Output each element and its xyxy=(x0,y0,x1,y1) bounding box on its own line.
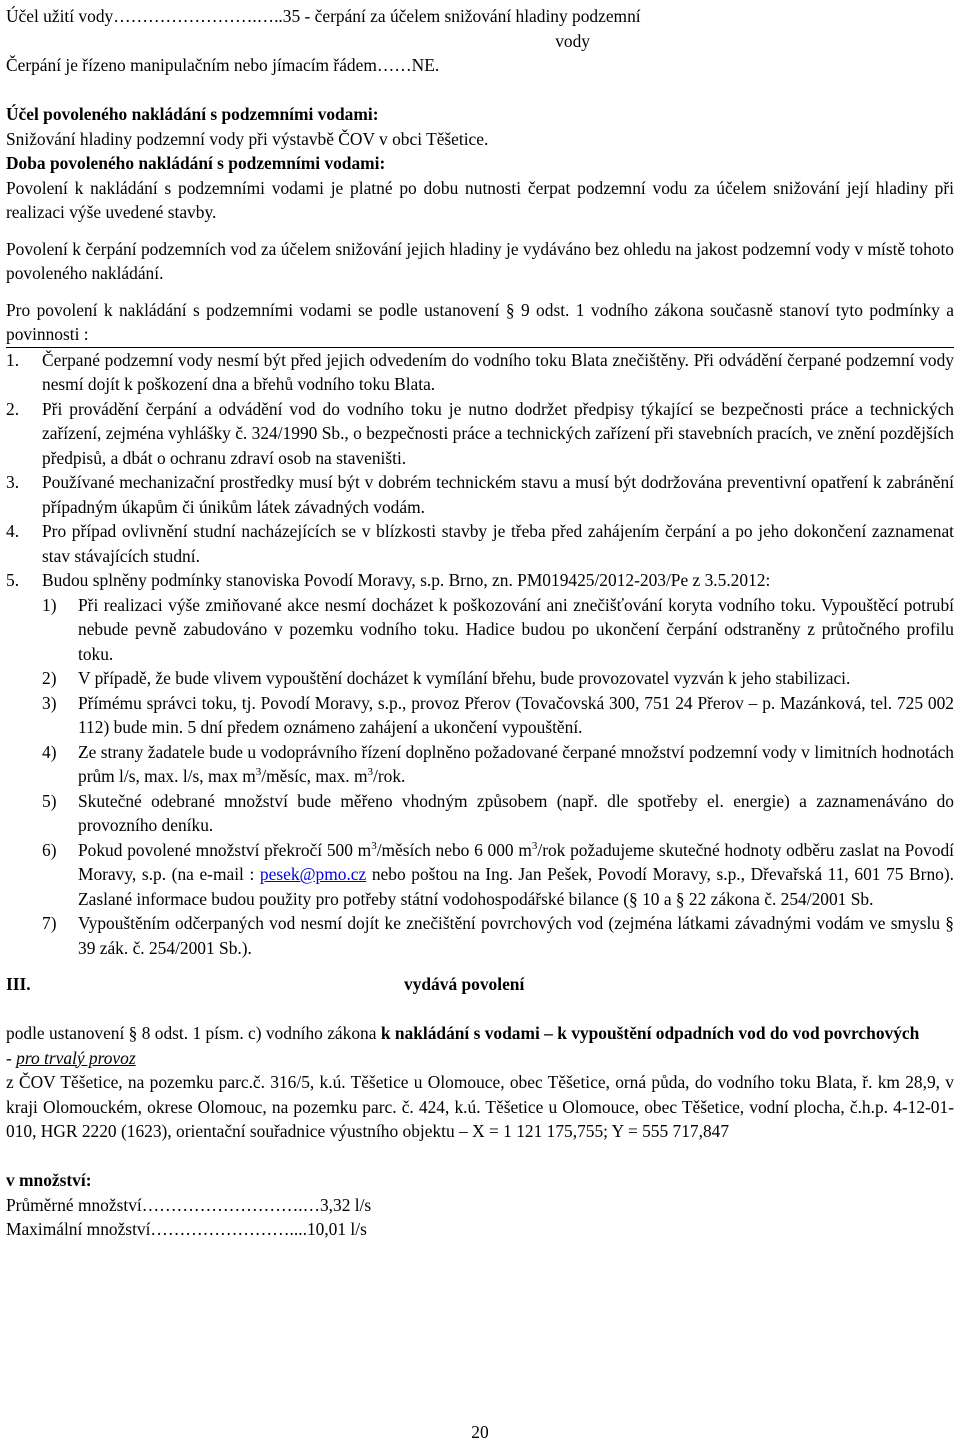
condition-item xyxy=(6,470,954,519)
text-fragment: - xyxy=(6,1047,17,1068)
sub-condition-number: 6) xyxy=(42,839,57,860)
sub-condition-item xyxy=(42,691,954,740)
amount-average: Průměrné množství……………………….…3,32 l/s xyxy=(6,1194,372,1215)
condition-text: Při provádění čerpání a odvádění vod do vodního toku je nutno dodržet předpisy týkající se bezpečnosti práce a technických zařízení, zejména vyhlášky č. 324/1990 Sb., o bezpečnosti práce a technických zařízení při stavebních pracích, ve znění pozdějších předpisů, a dbát o ochranu zdraví osob na staveništi. xyxy=(42,398,954,468)
text-fragment: /rok. xyxy=(373,766,406,786)
text-fragment: Ze strany žadatele bude u vodoprávního řízení doplněno požadované čerpané množství podzemní vody v limitních hodnotách prům l/s, max. l/s, max m xyxy=(78,741,954,786)
section-heading xyxy=(6,972,954,997)
sub-condition-item xyxy=(42,789,954,838)
duration-heading: Doba povoleného nakládání s podzemními vodami: xyxy=(6,153,386,173)
text-fragment: podle ustanovení § 8 odst. 1 písm. c) vodního zákona xyxy=(6,1023,381,1043)
text-fragment: nebo poštou na Ing. Jan Pešek, Povodí Moravy, s.p., Dřevařská 11, 601 75 Brno). Zaslané informace budou použity pro potřeby státní vodohospodářské bilance (§ 10 a § 22 zákona č. 254/2001 Sb. xyxy=(78,864,954,909)
superscript: 3 xyxy=(255,766,262,779)
section-title: vydává povolení xyxy=(404,974,525,994)
text-fragment: /měsích nebo 6 000 m xyxy=(376,839,532,860)
condition-text: Používané mechanizační prostředky musí být v dobrém technickém stavu a musí být dodržována preventivní opatření k zabránění případným úkapům či únikům látek závadných vodám. xyxy=(42,472,954,517)
condition-text: Čerpané podzemní vody nesmí být před jejich odvedením do vodního toku Blata znečištěny. Při odvádění čerpané podzemní vody nesmí dojít k poškození dna a břehů vodního toku Blata. xyxy=(42,349,954,394)
pumping-line: Čerpání je řízeno manipulačním nebo jímacím řádem……NE. xyxy=(6,55,440,75)
text-fragment: /měsíc, max. m xyxy=(261,766,368,786)
purpose-text: Snižování hladiny podzemní vody při výstavbě ČOV v obci Těšetice. xyxy=(6,128,489,149)
sub-condition-text: Při realizaci výše zmiňované akce nesmí docházet k poškozování ani znečišťování koryta vodního toku. Vypouštěcí potrubí nebude pevně zabudováno v pozemku vodního toku. Hadice budou po ukončení čerpání odstraněny z průtočného profilu toku. xyxy=(78,594,954,664)
conditions-list xyxy=(6,348,954,961)
sub-condition-number: 3) xyxy=(42,692,57,713)
sub-condition-item xyxy=(42,911,954,960)
permit-term-line xyxy=(6,1046,954,1071)
page-number: 20 xyxy=(471,1422,489,1442)
condition-item xyxy=(6,397,954,471)
sub-condition-item xyxy=(42,666,954,691)
sub-condition-item xyxy=(42,838,954,912)
condition-text: Budou splněny podmínky stanoviska Povodí Moravy, s.p. Brno, zn. PM019425/2012-203/Pe z 3.5.2012: xyxy=(42,570,771,590)
sub-condition-text: Vypouštěním odčerpaných vod nesmí dojít ke znečištění povrchových vod (zejména látkami závadnými vodám ve smyslu § 39 zák. č. 254/2001 Sb.). xyxy=(78,913,954,958)
superscript: 3 xyxy=(367,766,374,779)
condition-text: Pro případ ovlivnění studní nacházejících se v blízkosti stavby je třeba před zahájením čerpání a po jeho dokončení zaznamenat stav stávajících studní. xyxy=(42,521,954,566)
text-fragment: Pokud povolené množství překročí 500 m xyxy=(78,839,372,860)
sub-condition-number: 1) xyxy=(42,594,57,615)
section-numeral: III. xyxy=(6,974,31,994)
condition-item xyxy=(6,348,954,397)
permit-location: z ČOV Těšetice, na pozemku parc.č. 316/5, k.ú. Těšetice u Olomouce, obec Těšetice, orná půda, do vodního toku Blata, ř. km 28,9, v kraji Olomouckém, okrese Olomouc, na pozemku parc. č. 424, k.ú. Těšetice u Olomouce, obec Těšetice, vodní plocha, č.h.p. 4-12-01-010, HGR 2220 (1623), orientační souřadnice výustního objektu – X = 1 121 175,755; Y = 555 717,847 xyxy=(6,1072,954,1141)
amount-heading: v množství: xyxy=(6,1170,92,1190)
sub-condition-text: Skutečné odebrané množství bude měřeno vhodným způsobem (např. dle spotřeby el. energie) a zaznamenáváno do provozního deníku. xyxy=(78,790,954,835)
permit-basis xyxy=(6,1021,954,1046)
sub-condition-number: 5) xyxy=(42,790,57,811)
duration-text: Povolení k nakládání s podzemními vodami je platné po dobu nutnosti čerpat podzemní vodu za účelem snižování její hladiny při realizaci výše uvedené stavby. xyxy=(6,177,954,222)
condition-item xyxy=(6,568,954,593)
email-link[interactable]: pesek@pmo.cz xyxy=(259,864,367,884)
superscript: 3 xyxy=(531,839,538,852)
purpose-heading: Účel povoleného nakládání s podzemními vodami: xyxy=(6,104,379,124)
sub-condition-text xyxy=(78,838,954,912)
sub-condition-text: Přímému správci toku, tj. Povodí Moravy, s.p., provoz Přerov (Tovačovská 300, 751 24 Přerov – p. Mazánková, tel. 725 002 112) bude min. 5 dní předem oznámeno zahájení a ukončení vypouštění. xyxy=(78,692,954,737)
condition-number: 1. xyxy=(6,349,20,370)
quality-paragraph: Povolení k čerpání podzemních vod za účelem snižování jejich hladiny je vydáváno bez ohledu na jakost podzemní vody v místě tohoto povoleného nakládání. xyxy=(6,238,954,283)
superscript: 3 xyxy=(371,839,377,852)
document-page xyxy=(6,4,954,1242)
amount-maximum: Maximální množství……………………....10,01 l/s xyxy=(6,1219,367,1239)
sub-condition-item xyxy=(42,740,954,789)
sub-condition-text: V případě, že bude vlivem vypouštění docházet k vymílání břehu, bude provozovatel vyzván k jeho stabilizaci. xyxy=(78,668,851,688)
sub-condition-number: 7) xyxy=(42,913,57,933)
conditions-intro: Pro povolení k nakládání s podzemními vodami se podle ustanovení § 9 odst. 1 vodního zákona současně stanoví tyto podmínky a povinnosti : xyxy=(6,298,954,348)
sub-condition-number: 4) xyxy=(42,741,57,762)
usage-line: Účel užití vody…………………….…..35 - čerpání za účelem snižování hladiny podzemní xyxy=(6,6,641,26)
sub-condition-text xyxy=(78,740,954,789)
condition-number: 4. xyxy=(6,521,20,541)
condition-item xyxy=(6,519,954,568)
condition-number: 2. xyxy=(6,398,20,419)
sub-condition-number: 2) xyxy=(42,668,57,688)
text-fragment: /rok požadujeme skutečné hodnoty odběru zaslat na Povodí Moravy, s.p. (na e-mail : xyxy=(78,839,954,884)
condition-number: 3. xyxy=(6,472,20,492)
usage-line-cont: vody xyxy=(555,30,590,51)
permit-type: k nakládání s vodami – k vypouštění odpadních vod do vod povrchových xyxy=(380,1023,920,1043)
condition-number: 5. xyxy=(6,570,20,590)
permit-term: pro trvalý provoz xyxy=(16,1047,136,1068)
sub-condition-item xyxy=(42,593,954,667)
